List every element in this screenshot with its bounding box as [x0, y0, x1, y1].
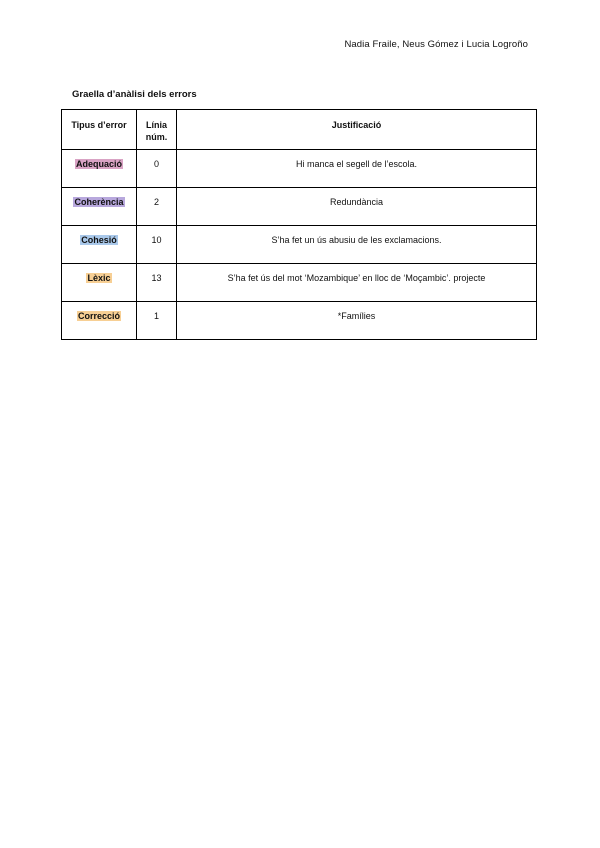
justification-cell: *Famílies — [177, 302, 537, 340]
error-type-tag: Lèxic — [87, 273, 111, 283]
error-type-cell — [62, 188, 137, 226]
error-type-cell — [62, 226, 137, 264]
error-type-tag: Correcció — [77, 311, 121, 321]
justification-cell: Redundància — [177, 188, 537, 226]
error-type-tag: Adequació — [75, 159, 122, 169]
line-number-cell: 13 — [137, 264, 177, 302]
line-number-cell: 10 — [137, 226, 177, 264]
table-row — [62, 150, 537, 188]
table-row — [62, 188, 537, 226]
error-type-tag: Coherència — [74, 197, 124, 207]
line-number-cell: 2 — [137, 188, 177, 226]
error-type-cell — [62, 264, 137, 302]
line-number-cell: 1 — [137, 302, 177, 340]
table-header-row — [62, 110, 537, 150]
error-type-cell — [62, 150, 137, 188]
table-row — [62, 302, 537, 340]
error-type-cell — [62, 302, 137, 340]
header-line-number — [137, 110, 177, 150]
header-line-number-text: Línia núm. — [145, 120, 168, 142]
error-analysis-table — [61, 109, 537, 340]
justification-cell: S’ha fet un ús abusiu de les exclamacions. — [177, 226, 537, 264]
line-number-cell: 0 — [137, 150, 177, 188]
table-row — [62, 264, 537, 302]
header-error-type: Tipus d’error — [62, 110, 137, 150]
document-title: Graella d’anàlisi dels errors — [72, 89, 197, 100]
error-type-tag: Cohesió — [81, 235, 117, 245]
justification-cell: Hi manca el segell de l’escola. — [177, 150, 537, 188]
table-row — [62, 226, 537, 264]
authors: Nadia Fraile, Neus Gómez i Lucia Logroño — [344, 39, 528, 50]
justification-cell: S’ha fet ús del mot ‘Mozambique’ en lloc de ‘Moçambic’. projecte — [177, 264, 537, 302]
header-justification: Justificació — [177, 110, 537, 150]
